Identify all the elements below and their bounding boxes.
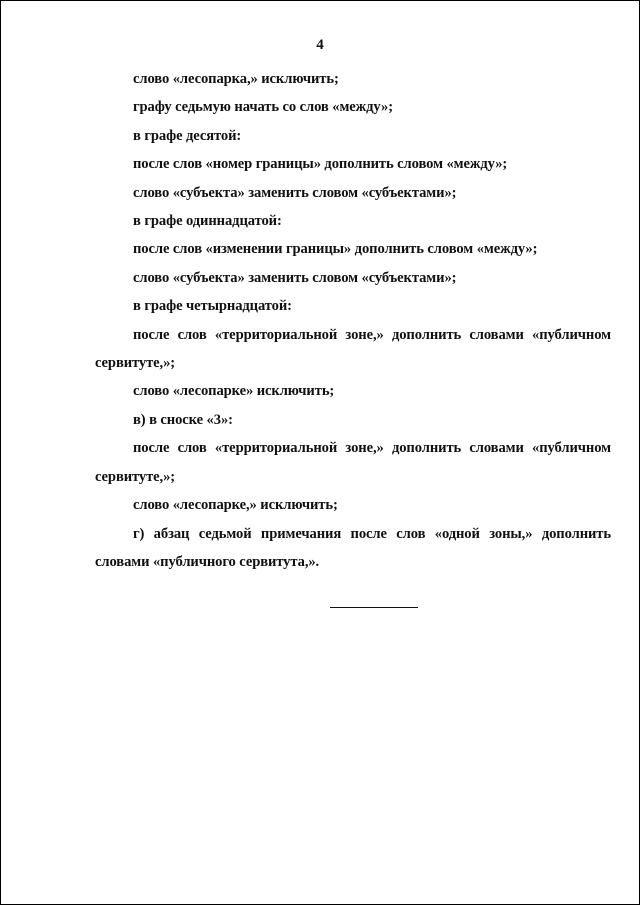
paragraph: слово «лесопарке,» исключить; (133, 497, 338, 514)
paragraph: в графе одиннадцатой: (133, 213, 282, 230)
paragraph: слово «лесопарке» исключить; (133, 383, 335, 400)
paragraph: в) в сноске «3»: (133, 411, 233, 428)
paragraph: после слов «номер границы» дополнить словом «между»; (133, 156, 508, 173)
paragraph: графу седьмую начать со слов «между»; (133, 99, 393, 116)
page-number: 4 (316, 37, 324, 53)
paragraph: в графе четырнадцатой: (133, 298, 292, 315)
paragraph: слово «субъекта» заменить словом «субъектами»; (133, 184, 457, 201)
paragraph: после слов «территориальной зоне,» дополнить словами «публичном сервитуте,»; (95, 440, 611, 485)
document-body (95, 65, 611, 576)
paragraph: после слов «территориальной зоне,» дополнить словами «публичном сервитуте,»; (95, 326, 611, 372)
paragraph: после слов «изменении границы» дополнить словом «между»; (133, 241, 538, 258)
paragraph: слово «субъекта» заменить словом «субъектами»; (133, 269, 457, 286)
paragraph: слово «лесопарка,» исключить; (133, 71, 339, 87)
paragraph: г) абзац седьмой примечания после слов «одной зоны,» дополнить словами «публичного сервитута,». (95, 525, 611, 570)
end-separator-line (330, 607, 418, 608)
paragraph: в графе десятой: (133, 127, 242, 144)
